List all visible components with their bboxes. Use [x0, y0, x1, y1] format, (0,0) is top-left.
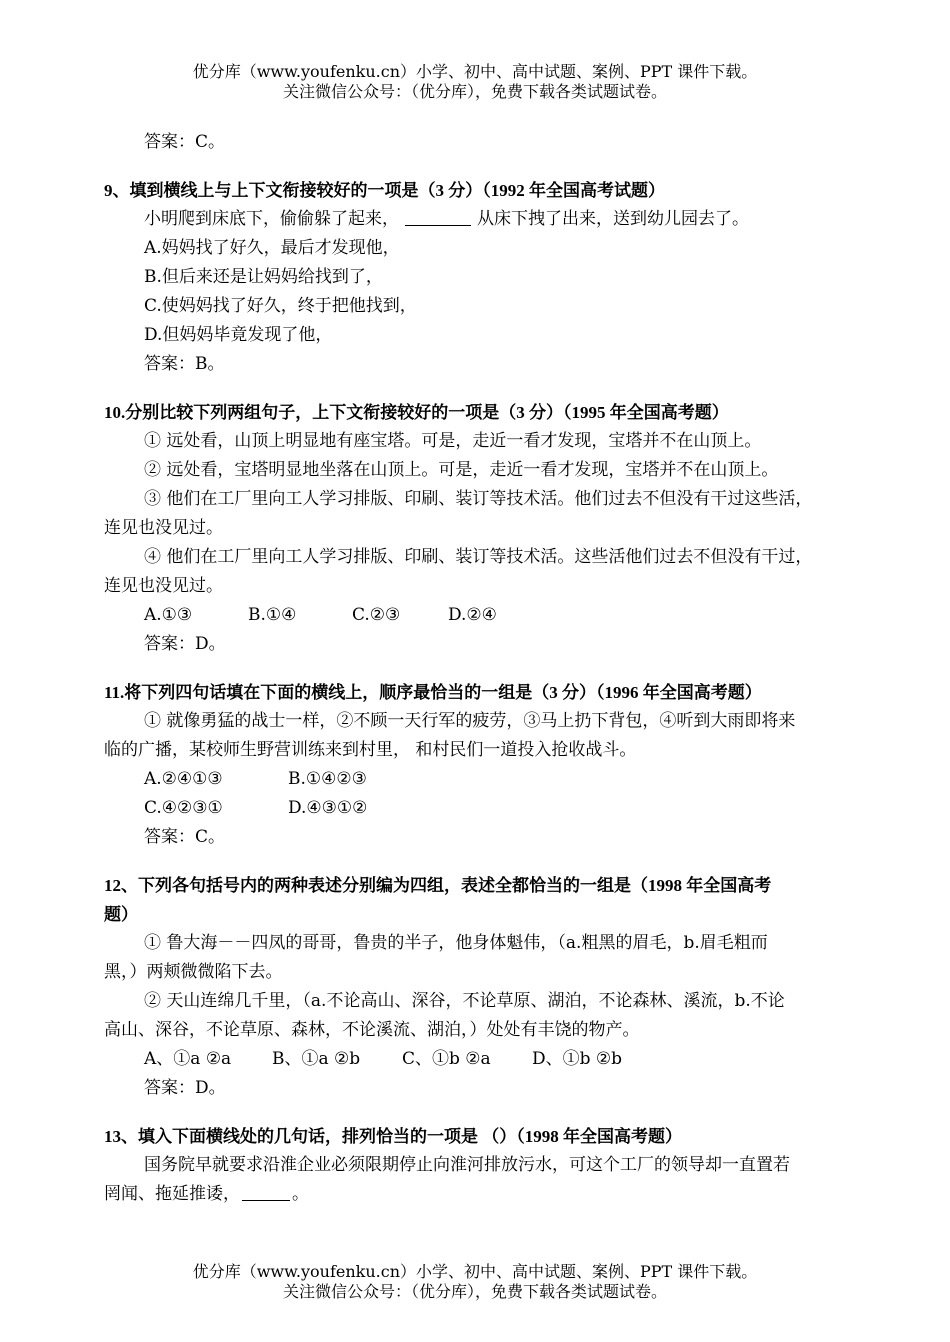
answer: 答案：C。	[144, 827, 226, 847]
prev-answer: 答案：C。	[144, 132, 226, 152]
option-b: B、①a ②b	[272, 1049, 361, 1069]
question-title: 13、填入下面横线处的几句话，排列恰当的一项是 （）（1998 年全国高考题）	[104, 1127, 682, 1146]
page-header	[0, 62, 950, 102]
answer: 答案：B。	[144, 354, 225, 374]
sentence-2-line-1: ② 天山连绵几千里，（a.不论高山、深谷，不论草原、湖泊，不论森林、溪流，b.不论	[144, 991, 785, 1011]
footer-line-1: 优分库（www.youfenku.cn）小学、初中、高中试题、案例、PPT 课件下载。	[192, 1262, 758, 1281]
header-line-2: 关注微信公众号：（优分库），免费下载各类试题试卷。	[282, 82, 667, 101]
sentence-2-line-2: 高山、深谷，不论草原、森林，不论溪流、湖泊，）处处有丰饶的物产。	[104, 1020, 640, 1040]
stem-line-1: 国务院早就要求沿淮企业必须限期停止向淮河排放污水，可这个工厂的领导却一直置若	[144, 1155, 790, 1175]
option-a: A、①a ②a	[144, 1049, 232, 1069]
options-row	[104, 1045, 900, 1074]
option-a: A.①③	[144, 605, 193, 625]
option-d: D.但妈妈毕竟发现了他，	[144, 325, 333, 345]
stem-part-b: 。	[292, 1184, 309, 1204]
stem-part-a: 小明爬到床底下，偷偷躲了起来，	[144, 209, 399, 229]
option-d: D.②④	[448, 605, 497, 625]
sentence-3-line-1: ③ 他们在工厂里向工人学习排版、印刷、装订等技术活。他们过去不但没有干过这些活，	[144, 489, 813, 509]
answer-blank	[405, 207, 471, 226]
sentence-4-line-1: ④ 他们在工厂里向工人学习排版、印刷、装订等技术活。这些活他们过去不但没有干过，	[144, 547, 813, 567]
question-13	[104, 1122, 900, 1209]
sentence-1-line-1: ① 鲁大海－－四凤的哥哥，鲁贵的半子，他身体魁伟，（a.粗黑的眉毛，b.眉毛粗而	[144, 933, 768, 953]
option-b: B.但后来还是让妈妈给找到了，	[144, 267, 383, 287]
option-c: C.使妈妈找了好久，终于把他找到，	[144, 296, 417, 316]
option-b: B.①④②③	[288, 769, 367, 789]
stem-line-2	[104, 1180, 900, 1209]
header-line-1: 优分库（www.youfenku.cn）小学、初中、高中试题、案例、PPT 课件下载。	[192, 62, 758, 81]
question-10	[104, 398, 900, 659]
sentence-3-line-2: 连见也没见过。	[104, 518, 223, 538]
option-d: D、①b ②b	[532, 1049, 623, 1069]
question-title-line-1: 12、下列各句括号内的两种表述分别编为四组，表述全都恰当的一组是（1998 年全国高考	[104, 876, 772, 895]
stem-part-b: 从床下拽了出来，送到幼儿园去了。	[477, 209, 749, 229]
question-9	[104, 176, 900, 379]
question-title: 10.分别比较下列两组句子，上下文衔接较好的一项是（3 分）（1995 年全国高考题）	[104, 403, 729, 422]
option-c: C.④②③①	[144, 798, 223, 818]
option-b: B.①④	[248, 605, 297, 625]
question-stem	[104, 205, 900, 234]
question-title-line-2: 题）	[104, 905, 138, 924]
document-body	[104, 128, 900, 1209]
answer: 答案：D。	[144, 1078, 226, 1098]
question-title: 11.将下列四句话填在下面的横线上，顺序最恰当的一组是（3 分）（1996 年全国高考题）	[104, 683, 762, 702]
stem-line-1: ① 就像勇猛的战士一样，②不顾一天行军的疲劳，③马上扔下背包，④听到大雨即将来	[144, 711, 796, 731]
question-title: 9、填到横线上与上下文衔接较好的一项是（3 分）（1992 年全国高考试题）	[104, 181, 665, 200]
answer: 答案：D。	[144, 634, 226, 654]
footer-line-2: 关注微信公众号：（优分库），免费下载各类试题试卷。	[282, 1282, 667, 1301]
option-c: C.②③	[352, 605, 401, 625]
options-row-1	[104, 765, 900, 794]
answer-blank	[242, 1182, 290, 1201]
option-a: A.②④①③	[144, 769, 223, 789]
sentence-4-line-2: 连见也没见过。	[104, 576, 223, 596]
option-d: D.④③①②	[288, 798, 368, 818]
question-12	[104, 871, 900, 1103]
stem-line-2: 临的广播，某校师生野营训练来到村里， 和村民们一道投入抢收战斗。	[104, 740, 637, 760]
option-c: C、①b ②a	[402, 1049, 491, 1069]
sentence-2: ② 远处看，宝塔明显地坐落在山顶上。可是，走近一看才发现，宝塔并不在山顶上。	[144, 460, 779, 480]
options-row-2	[104, 794, 900, 823]
stem-part-a: 罔闻、拖延推诿，	[104, 1184, 240, 1204]
sentence-1-line-2: 黑，）两颊微微陷下去。	[104, 962, 283, 982]
option-a: A.妈妈找了好久，最后才发现他，	[144, 238, 400, 258]
question-11	[104, 678, 900, 852]
sentence-1: ① 远处看，山顶上明显地有座宝塔。可是，走近一看才发现，宝塔并不在山顶上。	[144, 431, 762, 451]
page-footer	[0, 1262, 950, 1302]
options-row	[104, 601, 900, 630]
